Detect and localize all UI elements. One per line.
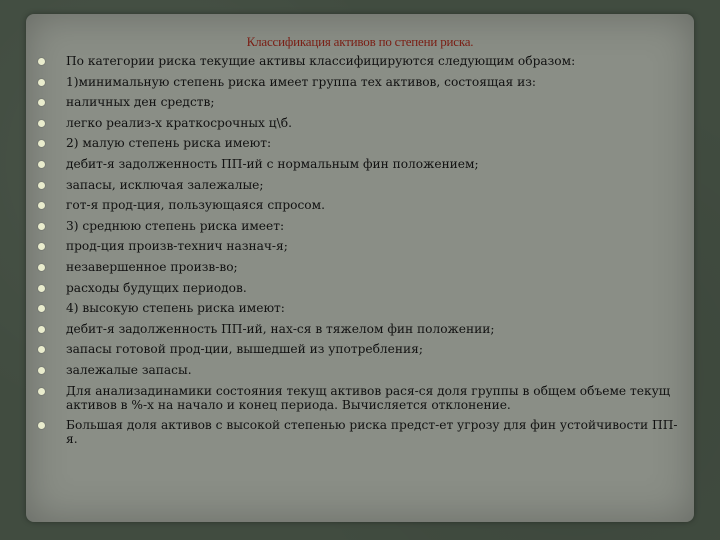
bullet-icon	[38, 243, 45, 250]
list-item-text: прод-ция произв-технич назнач-я;	[66, 239, 288, 254]
list-item-text: 3) среднюю степень риска имеет:	[66, 218, 285, 233]
list-item	[36, 239, 686, 253]
list-item-text: 4) высокую степень риска имеют:	[66, 301, 285, 316]
bullet-icon	[38, 326, 45, 333]
bullet-icon	[38, 305, 45, 312]
list-item-text: дебит-я задолженность ПП-ий с нормальным фин положением;	[66, 156, 479, 171]
bullet-icon	[38, 120, 45, 127]
list-item	[36, 281, 686, 295]
list-item-text: дебит-я задолженность ПП-ий, нах-ся в тяжелом фин положении;	[66, 321, 495, 336]
list-item-text: Большая доля активов с высокой степенью риска предст-ет угрозу для фин устойчивости ПП-я.	[66, 418, 678, 447]
bullet-icon	[38, 285, 45, 292]
list-item	[36, 198, 686, 212]
list-item-text: залежалые запасы.	[66, 362, 192, 377]
list-item-text: незавершенное произв-во;	[66, 259, 238, 274]
bullet-icon	[38, 79, 45, 86]
list-item	[36, 116, 686, 130]
bullet-icon	[38, 223, 45, 230]
list-item	[36, 363, 686, 377]
list-item	[36, 157, 686, 171]
list-item-text: легко реализ-х краткосрочных ц\б.	[66, 115, 292, 130]
bullet-icon	[38, 58, 45, 65]
slide-title: Классификация активов по степени риска.	[246, 34, 474, 49]
bullet-icon	[38, 367, 45, 374]
bullet-icon	[38, 422, 45, 429]
list-item	[36, 219, 686, 233]
bullet-list	[36, 54, 686, 453]
list-item	[36, 136, 686, 150]
list-item	[36, 54, 686, 68]
list-item-text: запасы, исключая залежалые;	[66, 177, 264, 192]
list-item	[36, 418, 686, 446]
list-item-text: расходы будущих периодов.	[66, 280, 247, 295]
list-item-text: 2) малую степень риска имеют:	[66, 136, 272, 151]
list-item-text: По категории риска текущие активы классифицируются следующим образом:	[66, 54, 576, 68]
bullet-icon	[38, 346, 45, 353]
list-item-text: Для анализадинамики состояния текущ активов рася-ся доля группы в общем объеме текущ активов в %-х на начало и конец периода. Вычисляется отклонение.	[66, 383, 671, 412]
list-item	[36, 322, 686, 336]
bullet-icon	[38, 202, 45, 209]
list-item-text: гот-я прод-ция, пользующаяся спросом.	[66, 198, 325, 213]
list-item-text: 1)минимальную степень риска имеет группа тех активов, состоящая из:	[66, 74, 536, 89]
list-item	[36, 301, 686, 315]
list-item-text: запасы готовой прод-ции, вышедшей из употребления;	[66, 342, 423, 357]
bullet-icon	[38, 140, 45, 147]
bullet-icon	[38, 161, 45, 168]
list-item	[36, 260, 686, 274]
content-panel	[26, 14, 694, 522]
list-item-text: наличных ден средств;	[66, 95, 215, 110]
list-item	[36, 342, 686, 356]
list-item	[36, 75, 686, 89]
list-item	[36, 95, 686, 109]
list-item	[36, 384, 686, 412]
bullet-icon	[38, 388, 45, 395]
list-item	[36, 178, 686, 192]
bullet-icon	[38, 264, 45, 271]
bullet-icon	[38, 99, 45, 106]
bullet-icon	[38, 182, 45, 189]
